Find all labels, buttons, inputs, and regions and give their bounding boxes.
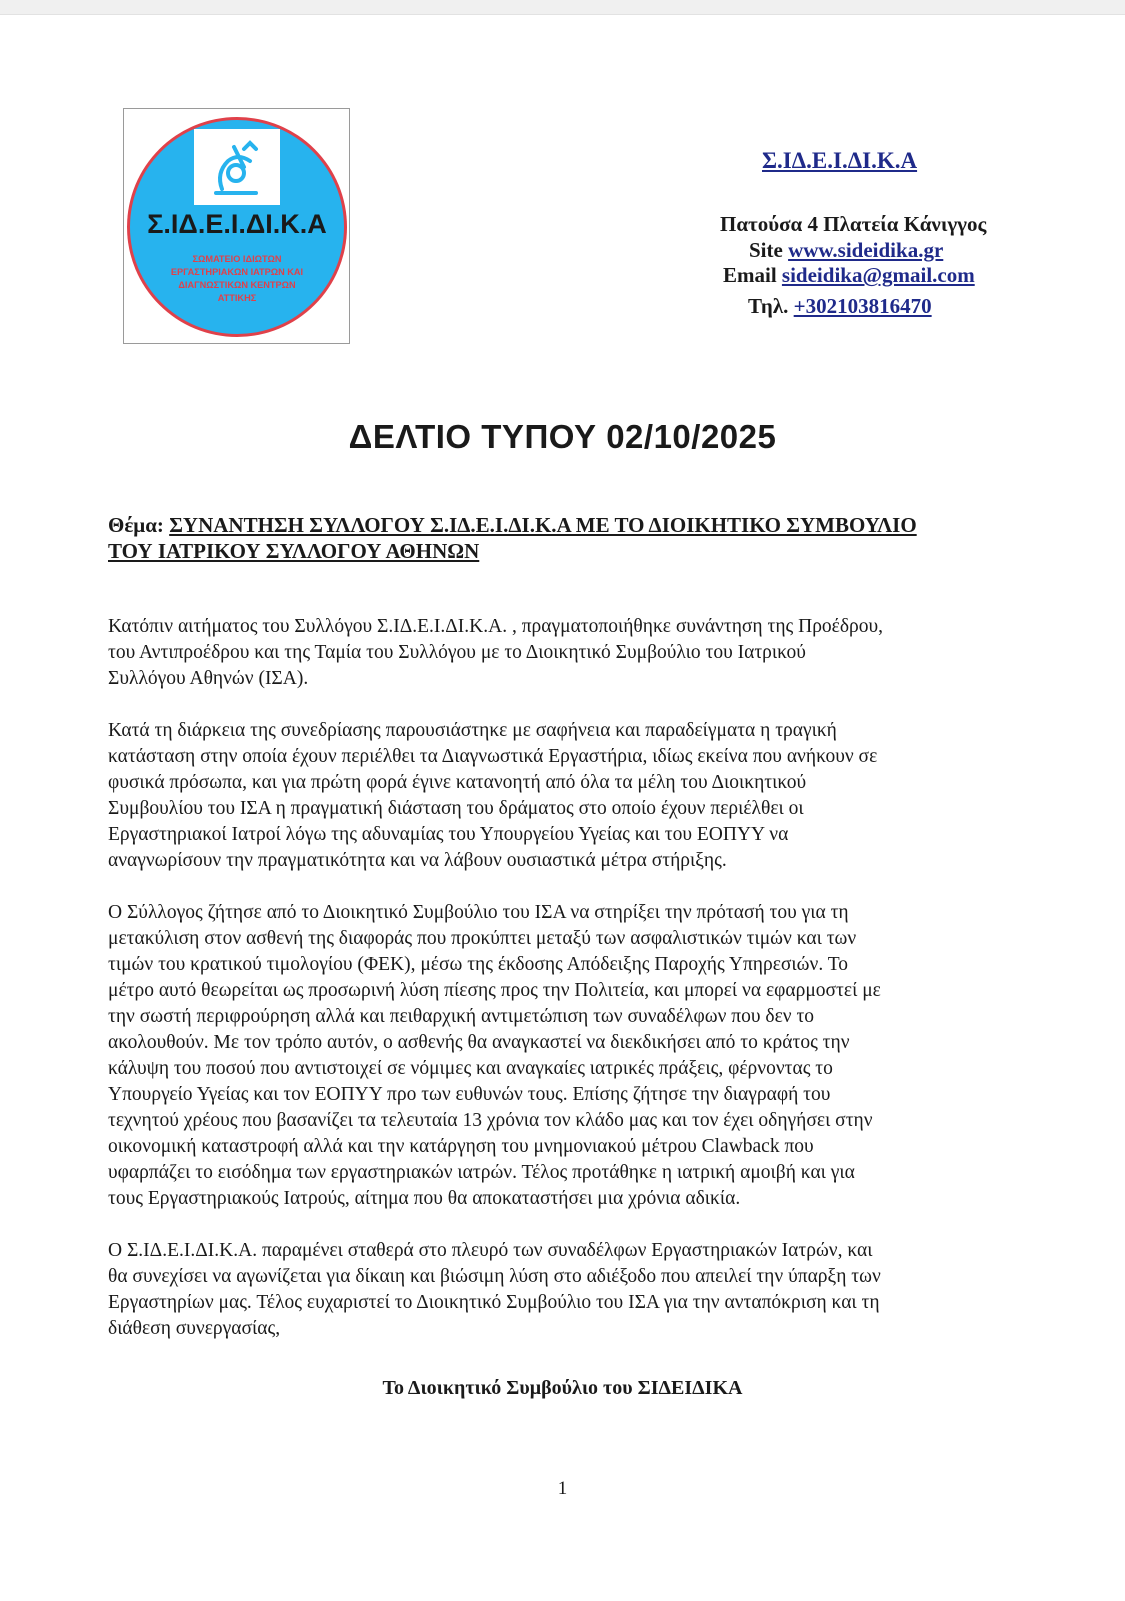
paragraph-line: τιμών του κρατικού τιμολογίου (ΦΕΚ), μέσω της έκδοσης Απόδειξης Παροχής Υπηρεσιών. Το bbox=[108, 954, 849, 975]
signature: Το Διοικητικό Συμβούλιο του ΣΙΔΕΙΔΙΚΑ bbox=[382, 1377, 743, 1399]
logo-subtitle-line: ΑΤΤΙΚΗΣ bbox=[217, 293, 257, 303]
document-title: ΔΕΛΤΙΟ ΤΥΠΟΥ 02/10/2025 bbox=[348, 418, 777, 455]
body-paragraph-3 bbox=[108, 900, 1014, 1212]
phone-label: Τηλ. bbox=[748, 294, 789, 318]
paragraph-line: ακολουθούν. Με τον τρόπο αυτόν, ο ασθενής θα αναγκαστεί να διεκδικήσει από το κράτος την bbox=[108, 1032, 850, 1053]
header-email-line bbox=[723, 263, 975, 288]
paragraph-line: τους Εργαστηριακούς Ιατρούς, αίτημα που θα αποκαταστήσει μια χρόνια αδικία. bbox=[108, 1188, 741, 1209]
email-label: Email bbox=[723, 263, 777, 287]
organization-logo bbox=[123, 108, 350, 344]
paragraph-line: αναγνωρίσουν την πραγματικότητα και να λάβουν ουσιαστικά μέτρα στήριξης. bbox=[108, 850, 727, 871]
document-subject bbox=[108, 512, 1008, 564]
paragraph-line: διάθεση συνεργασίας, bbox=[108, 1318, 281, 1339]
logo-emblem bbox=[124, 109, 351, 345]
paragraph-line: θα συνεχίσει να αγωνίζεται για δίκαιη και βιώσιμη λύση στο αδιέξοδο που απειλεί την ύπαρξη των bbox=[108, 1266, 881, 1287]
paragraph-line: Ο Σ.ΙΔ.Ε.Ι.ΔΙ.Κ.Α. παραμένει σταθερά στο πλευρό των συναδέλφων Εργαστηριακών Ιατρών, και bbox=[108, 1240, 873, 1261]
paragraph-line: κατάσταση στην οποία έχουν περιέλθει τα Διαγνωστικά Εργαστήρια, ιδίως εκείνα που ανήκουν σε bbox=[108, 746, 878, 767]
header-phone-line bbox=[748, 294, 932, 319]
logo-subtitle-line: ΕΡΓΑΣΤΗΡΙΑΚΩΝ ΙΑΤΡΩΝ ΚΑΙ bbox=[170, 267, 304, 277]
site-label: Site bbox=[749, 238, 783, 262]
site-link[interactable]: www.sideidika.gr bbox=[788, 238, 944, 262]
body-paragraph-1 bbox=[108, 614, 1014, 692]
paragraph-line: την σωστή περιφρούρηση αλλά και πειθαρχική αντιμετώπιση των συναδέλφων που δεν το bbox=[108, 1006, 815, 1027]
logo-subtitle-line: ΣΩΜΑΤΕΙΟ ΙΔΙΩΤΩΝ bbox=[192, 254, 282, 264]
body-paragraph-2 bbox=[108, 718, 1014, 874]
paragraph-line: μετακύλιση στον ασθενή της διαφοράς που προκύπτει μεταξύ των ασφαλιστικών τιμών και των bbox=[108, 928, 857, 949]
logo-subtitle-line: ΔΙΑΓΝΩΣΤΙΚΩΝ ΚΕΝΤΡΩΝ bbox=[178, 280, 296, 290]
paragraph-line: κάλυψη του ποσού που αντιστοιχεί σε νόμιμες και αναγκαίες ιατρικές πράξεις, φέρνοντας το bbox=[108, 1058, 833, 1079]
paragraph-line: Κατά τη διάρκεια της συνεδρίασης παρουσιάστηκε με σαφήνεια και παραδείγματα η τραγική bbox=[108, 720, 837, 741]
phone-link[interactable]: +302103816470 bbox=[793, 294, 932, 318]
body-paragraph-4 bbox=[108, 1238, 1014, 1342]
email-link[interactable]: sideidika@gmail.com bbox=[781, 263, 975, 287]
paragraph-line: Εργαστηρίων μας. Τέλος ευχαριστεί το Διοικητικό Συμβούλιο του ΙΣΑ για την ανταπόκριση και τη bbox=[108, 1292, 880, 1313]
paragraph-line: μέτρο αυτό θεωρείται ως προσωρινή λύση πίεσης προς την Πολιτεία, και μπορεί να εφαρμοστεί με bbox=[108, 980, 881, 1001]
paragraph-line: υφαρπάζει το εισόδημα των εργαστηριακών ιατρών. Τέλος προτάθηκε η ιατρική αμοιβή και για bbox=[108, 1162, 855, 1183]
paragraph-line: Ο Σύλλογος ζήτησε από το Διοικητικό Συμβούλιο του ΙΣΑ να στηρίξει την πρότασή του για τη bbox=[108, 902, 849, 923]
paragraph-line: Συλλόγου Αθηνών (ΙΣΑ). bbox=[108, 668, 309, 689]
header-org-name[interactable]: Σ.ΙΔ.Ε.Ι.ΔΙ.Κ.Α bbox=[762, 148, 918, 173]
header-site-line bbox=[749, 238, 943, 263]
paragraph-line: οικονομική καταστροφή αλλά και την κατάργηση του μνημονιακού μέτρου Clawback που bbox=[108, 1136, 814, 1157]
page-number: 1 bbox=[557, 1478, 568, 1499]
header-address: Πατούσα 4 Πλατεία Κάνιγγος bbox=[720, 212, 987, 236]
paragraph-line: του Αντιπροέδρου και της Ταμία του Συλλόγου με το Διοικητικό Συμβούλιο του Ιατρικού bbox=[108, 642, 806, 663]
paragraph-line: Εργαστηριακοί Ιατροί λόγω της αδυναμίας του Υπουργείου Υγείας και του ΕΟΠΥΥ να bbox=[108, 824, 789, 845]
paragraph-line: Συμβουλίου του ΙΣΑ η πραγματική διάσταση του δράματος στο οποίο έχουν περιέλθει οι bbox=[108, 798, 804, 819]
subject-label: Θέμα: bbox=[108, 513, 164, 537]
logo-name-text: Σ.ΙΔ.Ε.Ι.ΔΙ.Κ.Α bbox=[147, 209, 327, 239]
paragraph-line: φυσικά πρόσωπα, και για πρώτη φορά έγινε κατανοητή από όλα τα μέλη του Διοικητικού bbox=[108, 772, 807, 793]
subject-line-1: ΣΥΝΑΝΤΗΣΗ ΣΥΛΛΟΓΟΥ Σ.ΙΔ.Ε.Ι.ΔΙ.Κ.Α ΜΕ ΤΟ ΔΙΟΙΚΗΤΙΚΟ ΣΥΜΒΟΥΛΙΟ bbox=[169, 513, 917, 537]
subject-line-2: ΤΟΥ ΙΑΤΡΙΚΟΥ ΣΥΛΛΟΓΟΥ ΑΘΗΝΩΝ bbox=[108, 539, 480, 563]
viewer-top-bar bbox=[0, 0, 1125, 15]
paragraph-line: Υπουργείο Υγείας και τον ΕΟΠΥΥ προ των ευθυνών τους. Επίσης ζήτησε την διαγραφή του bbox=[108, 1084, 831, 1105]
paragraph-line: Κατόπιν αιτήματος του Συλλόγου Σ.ΙΔ.Ε.Ι.ΔΙ.Κ.Α. , πραγματοποιήθηκε συνάντηση της Προέδρου, bbox=[108, 616, 884, 637]
paragraph-line: τεχνητού χρέους που βασανίζει τα τελευταία 13 χρόνια τον κλάδο μας και τον έχει οδηγήσει στην bbox=[108, 1110, 873, 1131]
